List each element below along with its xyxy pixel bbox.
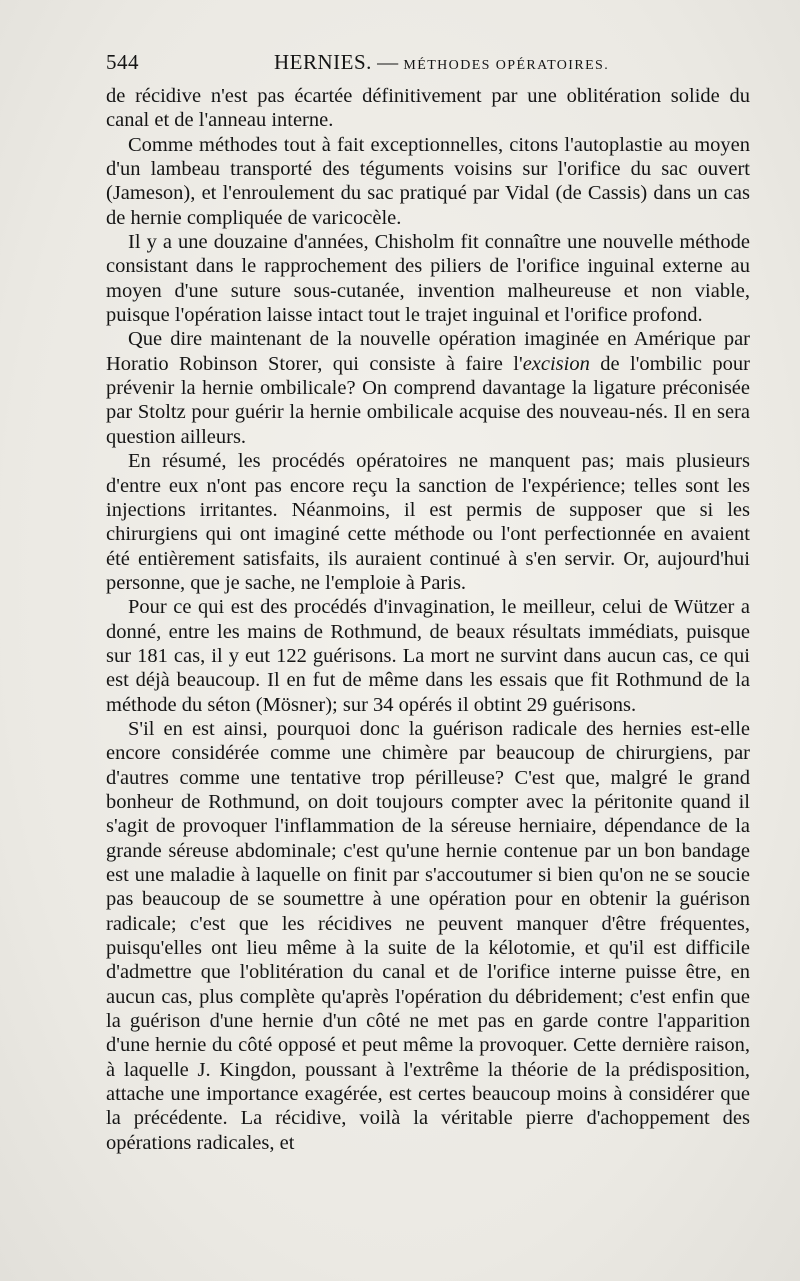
paragraph-invagination: Pour ce qui est des procédés d'invagination, le meilleur, celui de Wützer a donné, entre les mains de Rothmund, de beaux résultats immédiats, puisque sur 181 cas, il y eut 122 guérisons. La mort ne survint dans aucun cas, ce qui est déjà beaucoup. Il en fut de même dans les essais que fit Rothmund de la méthode du séton (Mösner); sur 34 opérés il obtint 29 guérisons. (106, 596, 750, 716)
page-header (106, 50, 750, 78)
paragraph-storer (106, 327, 750, 449)
running-head-separator: — (377, 50, 399, 74)
running-head-title: HERNIES. (274, 50, 372, 74)
paragraph-resume: En résumé, les procédés opératoires ne manquent pas; mais plusieurs d'entre eux n'ont pas encore reçu la sanction de l'expérience; telles sont les injections irritantes. Néanmoins, il est permis de supposer que si les chirurgiens qui ont imaginé cette méthode ou l'ont perfectionnée en avaient été entièrement satisfaits, ils auraient continué à s'en servir. Or, aujourd'hui personne, que je sache, ne l'emploie à Paris. (106, 450, 750, 594)
body-text (106, 84, 750, 1155)
paragraph-guerison-radicale: S'il en est ainsi, pourquoi donc la guérison radicale des hernies est-elle encore considérée comme une chimère par beaucoup de chirurgiens, par d'autres comme une tentative trop périlleuse? C'est que, malgré le grand bonheur de Rothmund, on doit toujours compter avec la péritonite quand il s'agit de provoquer l'inflammation de la séreuse herniaire, dépendance de la grande séreuse abdominale; c'est qu'une hernie contenue par un bon bandage est une maladie à laquelle on finit par s'accoutumer si bien qu'on ne se soucie pas beaucoup de se soumettre à une opération pour en obtenir la guérison radicale; c'est que les récidives ne peuvent manquer d'être fréquentes, puisqu'elles ont lieu même à la suite de la kélotomie, et qu'il est difficile d'admettre que l'oblitération du canal et de l'orifice interne puisse être, en aucun cas, plus complète qu'après l'opération du débridement; c'est enfin que la guérison d'une hernie d'un côté ne met pas en garde contre l'apparition d'une hernie du côté opposé et peut même la provoquer. Cette dernière raison, à laquelle J. Kingdon, poussant à l'extrême la théorie de la prédisposition, attache une importance exagérée, est certes beaucoup moins à considérer que la précédente. La récidive, voilà la véritable pierre d'achoppement des opérations radicales, et (106, 717, 750, 1154)
running-head-subtitle: MÉTHODES OPÉRATOIRES. (403, 58, 610, 73)
storer-emphasis: excision (522, 352, 590, 375)
paragraph-autoplastie: Comme méthodes tout à fait exceptionnelles, citons l'autoplastie au moyen d'un lambeau transporté des téguments voisins sur l'orifice du sac ouvert (Jameson), et l'enroulement du sac pratiqué par Vidal (de Cassis) dans un cas de hernie compliquée de varicocèle. (106, 133, 750, 229)
storer-text-after: de l'ombilic pour prévenir la hernie ombilicale? On comprend davantage la ligature préconisée par Stoltz pour guérir la hernie ombilicale acquise des nouveau-nés. Il en sera question ailleurs. (106, 352, 750, 448)
paragraph-chisholm: Il y a une douzaine d'années, Chisholm fit connaître une nouvelle méthode consistant dans le rapprochement des piliers de l'orifice inguinal externe au moyen d'une suture sous-cutanée, invention malheureuse et non viable, puisque l'opération laisse intact tout le trajet inguinal et l'orifice profond. (106, 231, 750, 327)
paragraph-continued: de récidive n'est pas écartée définitivement par une oblitération solide du canal et de l'anneau interne. (106, 85, 750, 132)
running-head (274, 50, 609, 75)
page-number: 544 (106, 50, 139, 74)
storer-text-before: Que dire maintenant de la nouvelle opération imaginée en Amérique par Horatio Robinson Storer, qui consiste à faire l' (106, 328, 750, 375)
